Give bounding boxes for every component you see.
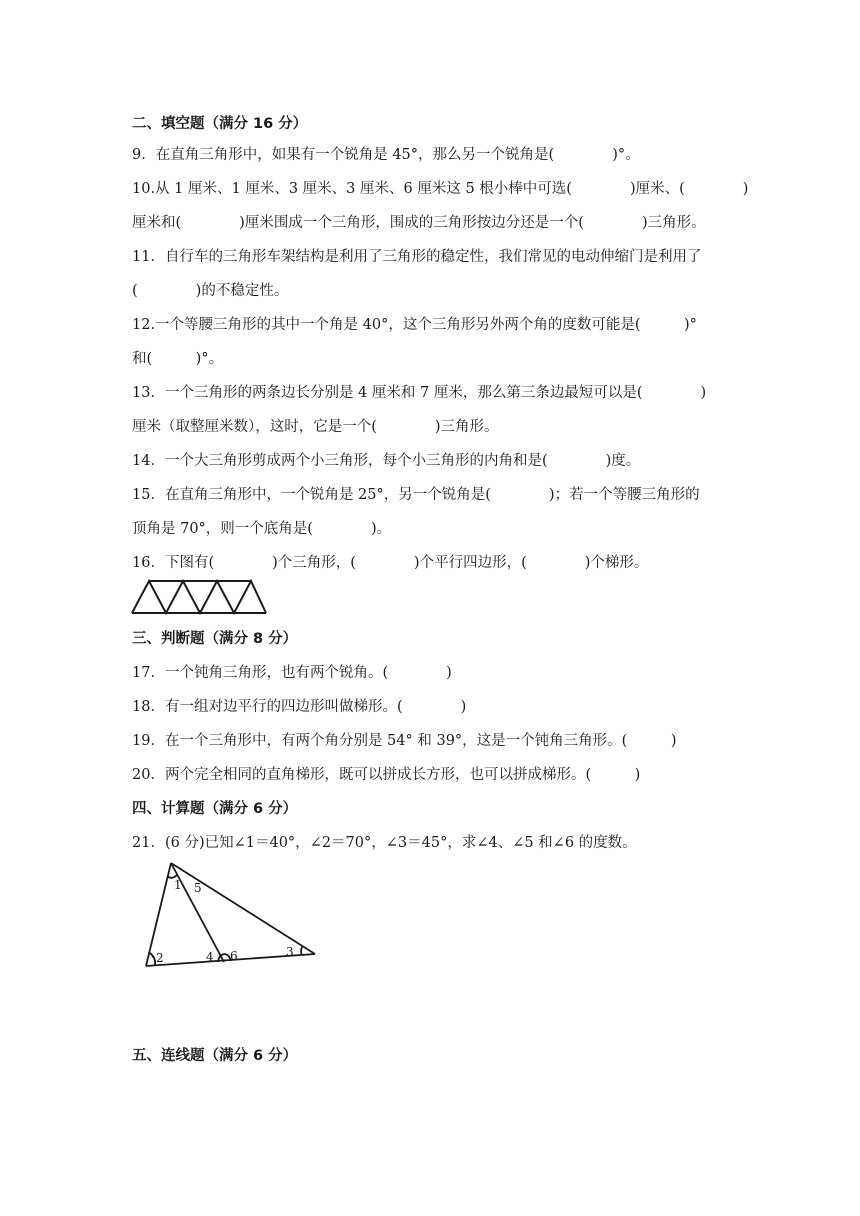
question-9: 9．在直角三角形中，如果有一个锐角是 45°，那么另一个锐角是( )°。 — [132, 147, 640, 163]
section-heading-matching: 五、连线题（满分 6 分） — [132, 1048, 298, 1064]
question-17: 17．一个钝角三角形，也有两个锐角。( ) — [132, 665, 452, 681]
angle-label-1: 1 — [174, 878, 182, 892]
angle-label-3: 3 — [286, 945, 294, 959]
angle-label-6: 6 — [230, 949, 238, 963]
question-14: 14．一个大三角形剪成两个小三角形，每个小三角形的内角和是( )度。 — [132, 453, 641, 469]
triangles-row-figure — [130, 578, 268, 616]
question-10-line-1: 10.从 1 厘米、1 厘米、3 厘米、3 厘米、6 厘米这 5 根小棒中可选( )厘米、( ) — [132, 181, 749, 197]
question-21: 21．(6 分)已知∠1＝40°，∠2＝70°，∠3＝45°，求∠4、∠5 和∠6 的度数。 — [132, 835, 637, 851]
question-11-line-2: ( )的不稳定性。 — [132, 283, 289, 299]
section-heading-fill-blank: 二、填空题（满分 16 分） — [132, 116, 308, 132]
question-12-line-1: 12.一个等腰三角形的其中一个角是 40°，这个三角形另外两个角的度数可能是( )° — [132, 317, 697, 333]
question-12-line-2: 和( )°。 — [132, 351, 224, 367]
angle-label-4: 4 — [206, 950, 214, 964]
question-16: 16．下图有( )个三角形，( )个平行四边形，( )个梯形。 — [132, 555, 649, 571]
question-15-line-2: 顶角是 70°，则一个底角是( )。 — [132, 521, 392, 537]
section-heading-true-false: 三、判断题（满分 8 分） — [132, 631, 298, 647]
question-15-line-1: 15．在直角三角形中，一个锐角是 25°，另一个锐角是( )；若一个等腰三角形的 — [132, 487, 700, 503]
question-18: 18．有一组对边平行的四边形叫做梯形。( ) — [132, 699, 467, 715]
question-20: 20．两个完全相同的直角梯形，既可以拼成长方形，也可以拼成梯形。( ) — [132, 767, 641, 783]
angle-triangle-figure — [140, 858, 320, 973]
section-heading-calculation: 四、计算题（满分 6 分） — [132, 801, 298, 817]
question-13-line-1: 13．一个三角形的两条边长分别是 4 厘米和 7 厘米，那么第三条边最短可以是( ) — [132, 385, 707, 401]
question-11-line-1: 11．自行车的三角形车架结构是利用了三角形的稳定性，我们常见的电动伸缩门是利用了 — [132, 249, 702, 265]
angle-label-5: 5 — [194, 881, 202, 895]
question-13-line-2: 厘米（取整厘米数），这时，它是一个( )三角形。 — [132, 419, 499, 435]
angle-label-2: 2 — [156, 951, 164, 965]
question-10-line-2: 厘米和( )厘米围成一个三角形，围成的三角形按边分还是一个( )三角形。 — [132, 215, 706, 231]
question-19: 19．在一个三角形中，有两个角分别是 54° 和 39°，这是一个钝角三角形。( ) — [132, 733, 677, 749]
